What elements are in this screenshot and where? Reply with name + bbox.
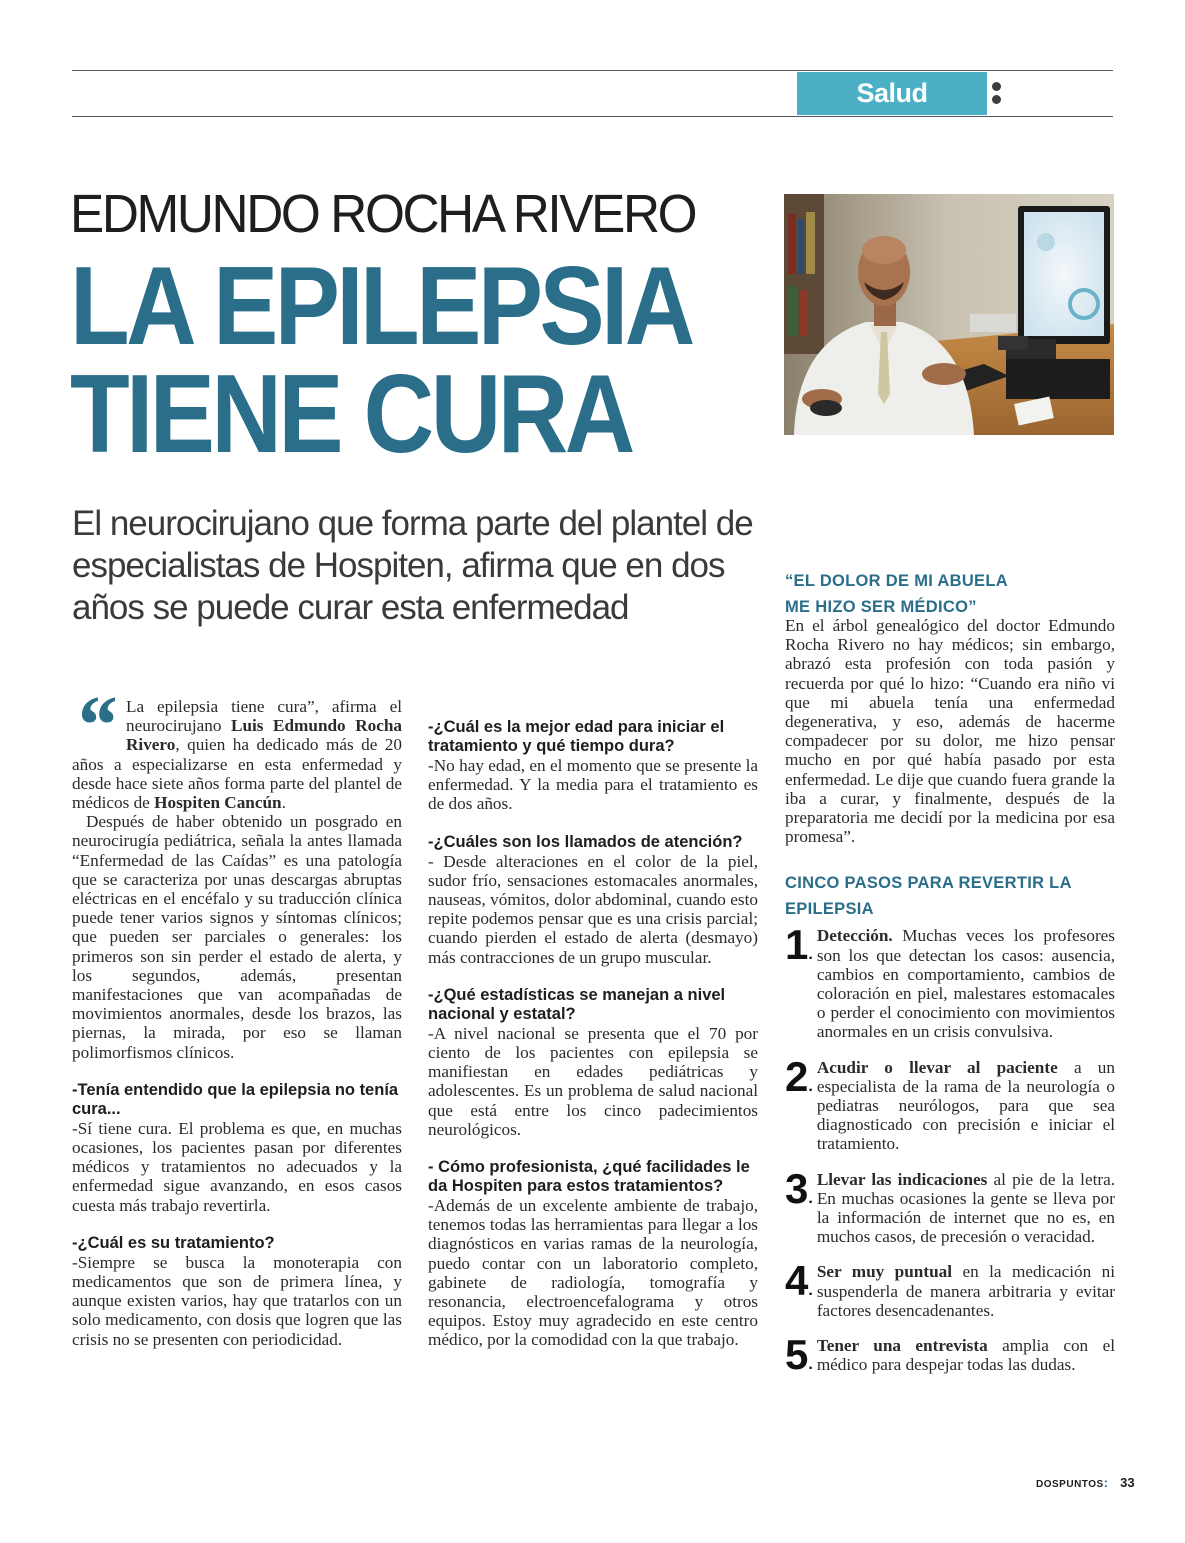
subhead-line: EPILEPSIA [785,900,874,919]
interview-answer: -A nivel nacional se presenta que el 70 por ciento de los pacientes con epilepsia se manifiestan en edades pediátricas y adolescentes. Es un problema de salud nacional que está entre los cinco padecimientos neurológicos. [428,1023,758,1139]
column-2 [428,718,758,1350]
article-headline [70,244,692,476]
step-number: 3. [785,1164,813,1212]
step-number-value: 5 [785,1331,809,1379]
logo-colon: : [1103,1475,1109,1490]
paragraph: Después de haber obtenido un posgrado en neurocirugía pediátrica, señala la antes llamada “Enfermedad de las Caídas” es una patología que se caracteriza por unas descargas abruptas eléctricas en el encéfalo y su traducción clínica puede tener varios signos y síntomas clínicos; que pueden ser parciales o generales: los primeros son sin perder el estado de alerta, y los segundos, además, presentan manifestaciones que van acompañadas de movimientos anormales, desde los brazos, las piernas, la mirada, por eso se llaman polimorfismos clínicos. [72,812,402,1062]
step-body: al pie de la letra. En muchas ocasiones la gente se lleva por la información de internet que no es, en muchos casos, de precesión o veracidad. [816,1169,1116,1247]
subhead-line: “EL DOLOR DE MI ABUELA [785,572,1008,590]
article-deck: El neurocirujano que forma parte del plantel de especialistas de Hospiten, afirma que en dos años se puede curar esta enfermedad [72,504,753,627]
doctor-photo [784,194,1114,435]
subhead-line: ME HIZO SER MÉDICO” [785,598,977,616]
lead-text-a: La epilepsia tiene cura”, afirma el neurocirujano [126,697,402,736]
interview-answer: -No hay edad, en el momento que se presente la enfermedad. Y la media para el tratamiento es de dos años. [428,756,758,814]
step-body: Muchas veces los profesores son los que detectan los casos: ausencia, cambios en comportamiento, cambios de coloración en piel, malestares estomacales o perder el conocimiento con movimientos anormales en un crisis convulsiva. [816,926,1115,1042]
column-1 [72,679,402,1349]
step-text [817,1336,1115,1374]
magazine-logo [1036,1475,1109,1490]
step-item [785,1164,1116,1247]
section-colon-icon [991,80,1003,108]
step-item [785,1052,1115,1154]
doctor-photo-image [784,194,1114,435]
step-title: Llevar las indicaciones [816,1169,988,1189]
subhead-cinco-pasos [785,870,1115,922]
interview-question: -¿Cuál es la mejor edad para iniciar el tratamiento y qué tiempo dura? [428,718,725,755]
step-item [785,1331,1115,1384]
steps-list [785,921,1116,1384]
interview-answer: - Desde alteraciones en el color de la piel, sudor frío, sensaciones estomacales anormales, nauseas, vómitos, dolor abdominal, cuando esto repite podemos pensar que es una crisis parcial; cuando pierden el estado de alerta (desmayo) más contracciones de un grupo muscular. [428,851,758,967]
paragraph: En el árbol genealógico del doctor Edmundo Rocha Rivero no hay médicos; sin embargo, abrazó esta profesión con toda pasión y recuerda por qué lo hizo: “Cuando era niño vi que mi abuela tenía una enfermedad degenerativa, y eso, además de hacerme compadecer por su dolor, me hizo pensar mucho en por qué había pasado por esta enfermedad. Le dije que cuando fuera grande la iba a curar, y finalmente, después de la preparatoria me decidí por la medicina por esa promesa”. [785,616,1115,847]
interview-answer: -Además de un excelente ambiente de trabajo, tenemos todas las herramientas para llegar a los diagnósticos en varias ramas de la neurología, puedo contar con un laboratorio completo, gabinete de radiología, tomografía y resonancia, electroencefalograma y otros equipos. Estoy muy agradecido en este centro médico, por la comodidad con la que trabajo. [428,1196,758,1350]
step-item [785,921,1115,1042]
lead-paragraph [72,679,402,813]
interview-question: -¿Qué estadísticas se manejan a nivel nacional y estatal? [428,985,726,1023]
drop-quote-mark: “ [74,679,116,772]
step-number-value: 4 [785,1257,809,1305]
step-number: 4. [785,1257,813,1305]
step-number-value: 1 [785,921,809,969]
page-footer [1036,1475,1135,1490]
interview-question: -¿Cuál es su tratamiento? [72,1233,275,1252]
step-item [785,1257,1115,1320]
subhead-line: CINCO PASOS PARA REVERTIR LA [785,874,1072,893]
logo-part: DOS [1036,1479,1060,1490]
lead-name: Luis Edmundo Rocha Rivero [126,716,402,755]
section-tab: Salud [797,72,987,115]
logo-part: PUNTOS [1059,1479,1104,1490]
step-body: en la medicación ni suspenderla de manera arbitraria y evitar factores desencadenantes. [816,1262,1115,1320]
lead-text-b: , quien ha dedicado más de 20 años a especializarse en esta enfermedad y desde hace siete años forma parte del plantel de médicos de [72,735,402,813]
step-number-value: 3 [785,1164,809,1212]
column-3 [785,568,1115,1384]
step-title: Detección. [816,926,893,946]
interview-question: -Tenía entendido que la epilepsia no tenía cura... [72,1080,399,1118]
step-number: 2. [785,1052,813,1100]
subhead-abuela [785,568,1115,620]
step-title: Ser muy puntual [816,1262,953,1282]
interview-question: -¿Cuáles son los llamados de atención? [428,832,743,851]
step-text [817,1170,1115,1247]
interview-answer: -Siempre se busca la monoterapia con medicamentos que son de primera línea, y aunque existen varios, hay que tratarlos con un solo medicamento, con dosis que logren que las crisis no se presenten con periodicidad. [72,1252,402,1349]
step-text [817,1058,1115,1154]
lead-hospital: Hospiten Cancún [154,793,282,813]
step-text [817,1262,1115,1320]
headline-line-1: LA EPILEPSIA [70,244,692,368]
step-text [817,926,1115,1041]
step-number-value: 2 [785,1052,809,1100]
header-rule-bottom [72,116,1113,117]
lead-text-c: . [281,793,286,813]
step-number: 5. [785,1331,813,1379]
step-title: Tener una entrevista [816,1336,988,1356]
interview-question: - Cómo profesionista, ¿qué facilidades le da Hospiten para estos tratamientos? [428,1158,750,1196]
interview-answer: -Sí tiene cura. El problema es que, en muchas ocasiones, los pacientes pasan por diferentes médicos y tratamientos no adecuados y la enfermedad sigue avanzando, en esos casos cuesta más trabajo revertirla. [72,1118,402,1215]
step-body: a un especialista de la rama de la neurología o pediatras neurólogos, para que sea diagnosticado con precisión e iniciar el tratamiento. [816,1057,1115,1154]
article-kicker: EDMUNDO ROCHA RIVERO [70,184,696,244]
header-rule-top [72,70,1113,71]
page-number: 33 [1120,1475,1135,1490]
step-body: amplia con el médico para despejar todas las dudas. [816,1336,1115,1375]
step-number: 1. [785,921,813,969]
headline-line-2: TIENE CURA [70,352,632,476]
step-title: Acudir o llevar al paciente [816,1057,1058,1077]
